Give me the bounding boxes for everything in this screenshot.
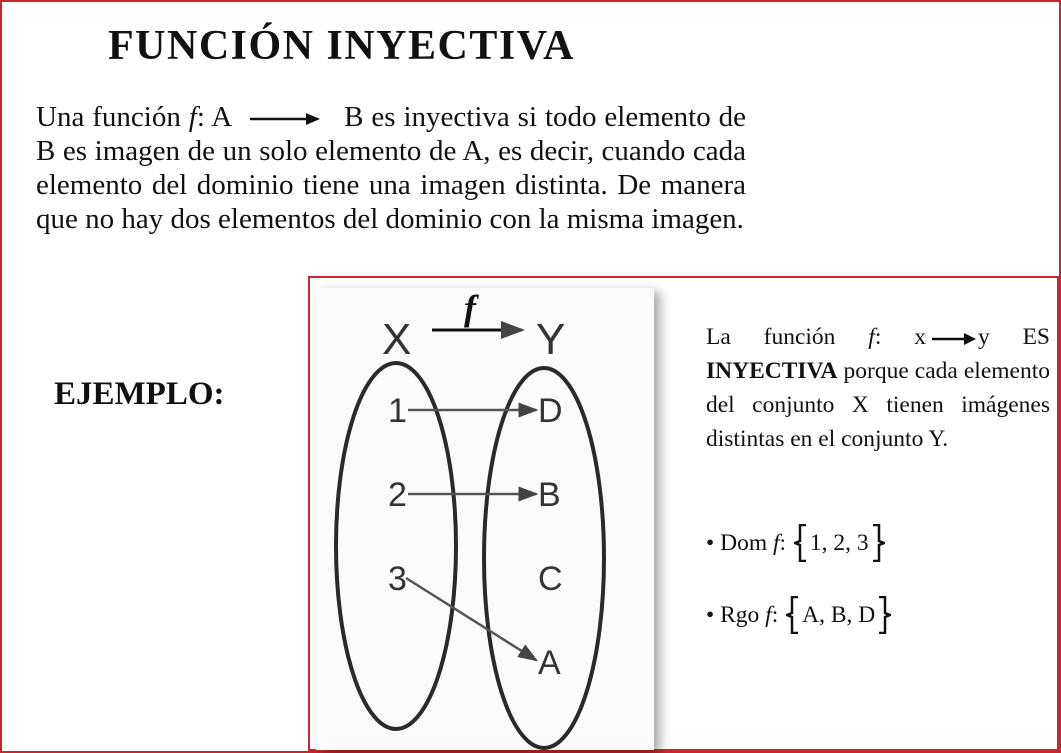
explain-prefix: La función (706, 324, 836, 350)
left-brace-icon (794, 524, 808, 562)
left-brace-icon (786, 596, 800, 634)
rgo-f: f (765, 601, 772, 628)
domain-element-3: 3 (388, 560, 407, 598)
page-title: FUNCIÓN INYECTIVA (108, 23, 575, 69)
domain-element-1: 1 (388, 392, 407, 430)
mapping-diagram (316, 288, 654, 750)
domain-element-2: 2 (388, 476, 407, 514)
intro-f: f (188, 101, 197, 133)
codomain-element-c: C (538, 560, 563, 598)
rgo-colon: : (771, 601, 779, 628)
codomain-element-d: D (538, 392, 563, 430)
intro-colon-a: : A (196, 101, 233, 133)
function-label: f (464, 288, 476, 328)
range-set-line (706, 596, 893, 634)
codomain-element-a: A (538, 644, 561, 682)
right-brace-icon (877, 596, 891, 634)
set-x-label: X (382, 315, 412, 364)
right-arrow-icon (250, 109, 320, 129)
rgo-label: • Rgo (706, 601, 760, 628)
example-box (308, 276, 1059, 751)
explain-after-f: : x (874, 324, 926, 350)
explain-f: f (868, 324, 875, 350)
intro-paragraph (36, 100, 746, 236)
intro-rest: B es inyectiva si todo elemento de B es imagen de un solo elemento de A, es decir, cuando cada elemento del dominio tiene una imagen distinta. De manera que no hay dos elementos del dominio con la misma imagen. (36, 101, 747, 235)
dom-colon: : (779, 529, 787, 556)
right-brace-icon (871, 524, 885, 562)
explanation-text (706, 320, 1050, 456)
mapping-arrow-3-a (406, 578, 536, 660)
set-y-label: Y (536, 315, 566, 364)
intro-prefix: Una función (36, 101, 181, 133)
dom-values: 1, 2, 3 (809, 529, 869, 556)
right-arrow-icon (932, 331, 976, 347)
dom-label: • Dom (706, 529, 768, 556)
mapping-diagram-svg (316, 288, 654, 750)
example-label: EJEMPLO: (54, 376, 225, 412)
explain-bold: INYECTIVA (706, 358, 838, 384)
dom-f: f (772, 529, 780, 556)
explain-rest: porque cada elemento del conjunto X tienen imágenes distintas en el conjunto Y. (706, 358, 1050, 452)
domain-set-line (706, 524, 887, 562)
explain-after-arrow: y ES (977, 324, 1050, 350)
codomain-element-b: B (538, 476, 561, 514)
rgo-values: A, B, D (802, 601, 876, 628)
